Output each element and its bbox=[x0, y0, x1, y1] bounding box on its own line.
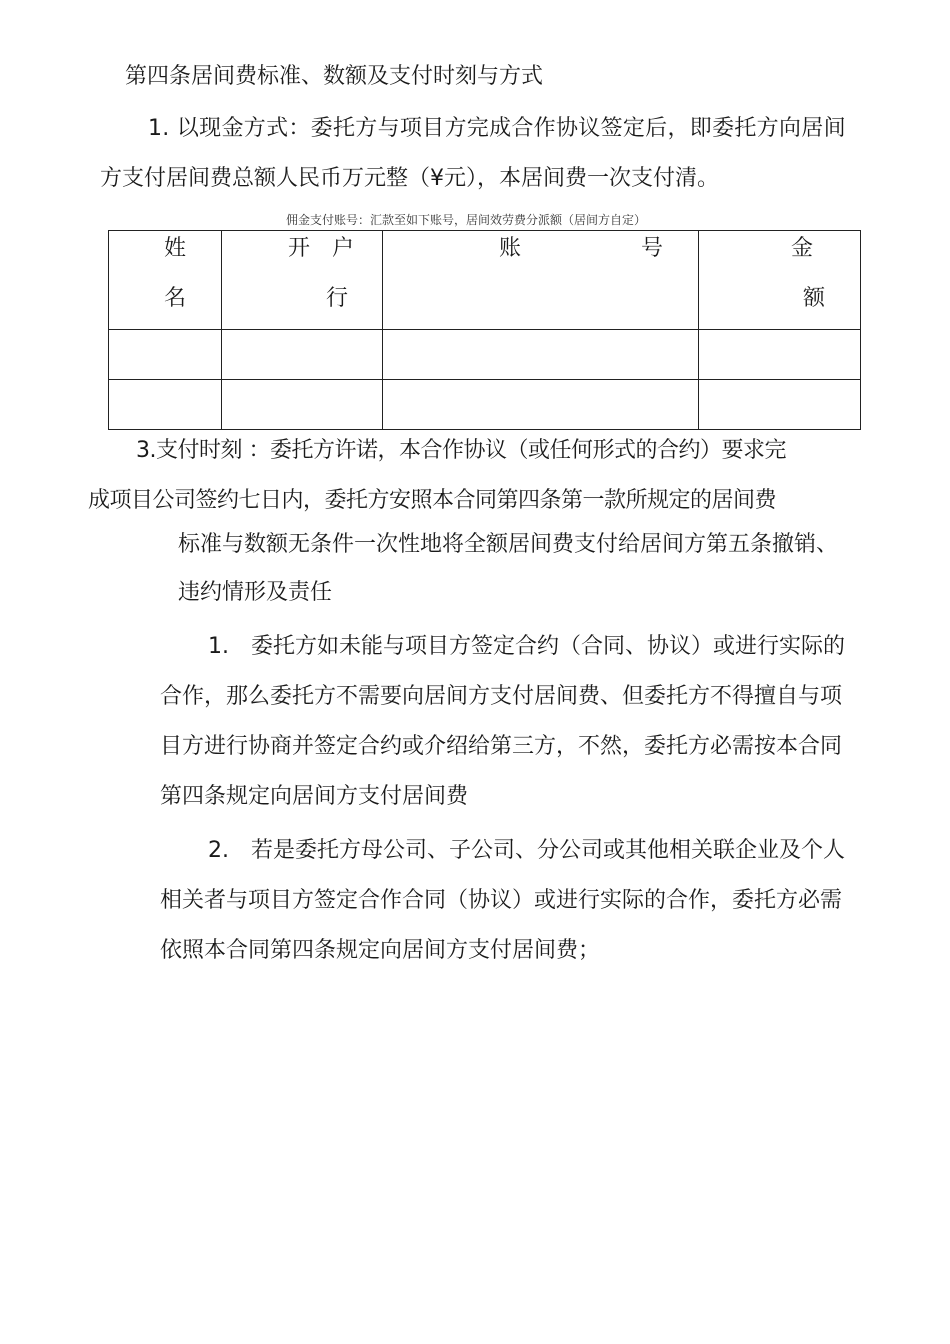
cash-payment-clause-line-2: 方支付居间费总额人民币万元整（¥元），本居间费一次支付清。 bbox=[100, 166, 719, 191]
header-account-left: 账 bbox=[499, 236, 522, 261]
header-account bbox=[383, 231, 699, 330]
header-bank bbox=[222, 231, 383, 330]
cash-payment-clause-line-1: 1. 以现金方式：委托方与项目方完成合作协议签定后，即委托方向居间 bbox=[148, 116, 846, 141]
header-amount-top: 金 bbox=[791, 236, 814, 261]
table-cell bbox=[699, 330, 861, 380]
table-cell bbox=[222, 380, 383, 430]
commission-account-table bbox=[108, 230, 861, 430]
table-header-row bbox=[109, 231, 861, 330]
header-bank-top: 开 户 bbox=[288, 236, 355, 261]
article-5-item-1-line-1: 1. 委托方如未能与项目方签定合约（合同、协议）或进行实际的 bbox=[208, 634, 845, 659]
payment-time-clause-line-1: 3.支付时刻 ：委托方许诺，本合作协议（或任何形式的合约）要求完 bbox=[136, 438, 786, 463]
table-cell bbox=[109, 330, 222, 380]
header-bank-bottom: 行 bbox=[326, 286, 349, 311]
table-row bbox=[109, 330, 861, 380]
table-cell bbox=[222, 330, 383, 380]
header-account-right: 号 bbox=[641, 236, 664, 261]
header-amount-bottom: 额 bbox=[803, 286, 826, 311]
table-caption: 佣金支付账号：汇款至如下账号，居间效劳费分派额（居间方自定） bbox=[286, 213, 647, 227]
table-cell bbox=[699, 380, 861, 430]
table-cell bbox=[383, 330, 699, 380]
article-5-item-1-line-4: 第四条规定向居间方支付居间费 bbox=[160, 784, 469, 809]
article-5-item-2-line-1: 2. 若是委托方母公司、子公司、分公司或其他相关联企业及个人 bbox=[208, 838, 845, 863]
article-5-item-2-line-3: 依照本合同第四条规定向居间方支付居间费； bbox=[160, 938, 601, 963]
table-row bbox=[109, 380, 861, 430]
article-5-heading: 违约情形及责任 bbox=[178, 580, 333, 605]
table-cell bbox=[383, 380, 699, 430]
header-name-top: 姓 bbox=[164, 236, 187, 261]
article-4-heading: 第四条居间费标准、数额及支付时刻与方式 bbox=[125, 64, 544, 89]
header-amount bbox=[699, 231, 861, 330]
article-5-item-1-line-3: 目方进行协商并签定合约或介绍给第三方，不然，委托方必需按本合同 bbox=[160, 734, 843, 759]
table-cell bbox=[109, 380, 222, 430]
header-name-bottom: 名 bbox=[164, 286, 187, 311]
article-5-item-2-line-2: 相关者与项目方签定合作合同（协议）或进行实际的合作，委托方必需 bbox=[160, 888, 843, 913]
continued-clause-line-1: 标准与数额无条件一次性地将全额居间费支付给居间方第五条撤销、 bbox=[178, 532, 839, 557]
header-name bbox=[109, 231, 222, 330]
article-5-item-1-line-2: 合作，那么委托方不需要向居间方支付居间费、但委托方不得擅自与项 bbox=[160, 684, 843, 709]
payment-time-clause-line-2: 成项目公司签约七日内，委托方安照本合同第四条第一款所规定的居间费 bbox=[88, 488, 777, 513]
